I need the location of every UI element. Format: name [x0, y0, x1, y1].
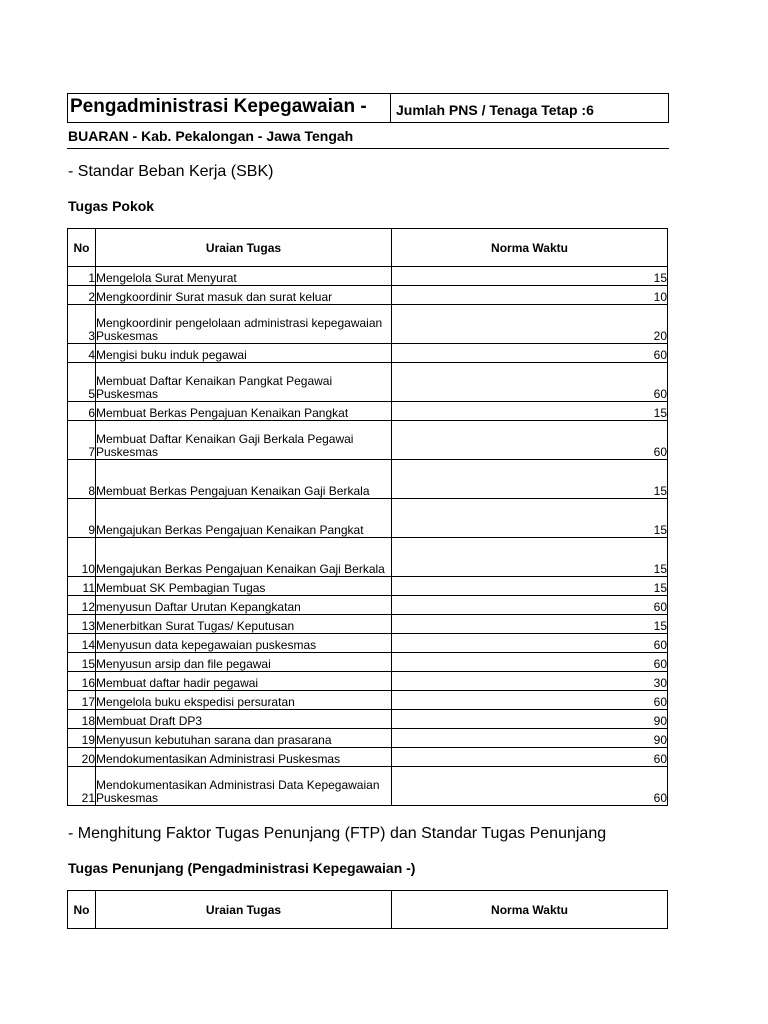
task-description: Mengisi buku induk pegawai	[96, 344, 392, 363]
task-norm-time: 60	[392, 748, 668, 767]
task-description: Mengkoordinir Surat masuk dan surat keluar	[96, 286, 392, 305]
task-number: 14	[68, 634, 96, 653]
task-description: Membuat Berkas Pengajuan Kenaikan Pangkat	[96, 402, 392, 421]
task-number: 3	[68, 305, 96, 344]
task-norm-time: 60	[392, 653, 668, 672]
table-row	[68, 767, 668, 806]
task-number: 12	[68, 596, 96, 615]
task-norm-time: 20	[392, 305, 668, 344]
table-row	[68, 499, 668, 538]
task-number: 11	[68, 577, 96, 596]
task-description: Menyusun data kepegawaian puskesmas	[96, 634, 392, 653]
task-norm-time: 15	[392, 402, 668, 421]
task-norm-time: 60	[392, 634, 668, 653]
header-no: No	[68, 891, 96, 929]
task-number: 6	[68, 402, 96, 421]
task-norm-time: 15	[392, 577, 668, 596]
task-number: 8	[68, 460, 96, 499]
table-row	[68, 634, 668, 653]
table-row	[68, 460, 668, 499]
table-row	[68, 615, 668, 634]
tugas-penunjang-label: Tugas Penunjang (Pengadministrasi Kepegawaian -)	[68, 860, 416, 876]
table-row	[68, 691, 668, 710]
task-norm-time: 90	[392, 729, 668, 748]
header-task: Uraian Tugas	[96, 891, 392, 929]
table-row	[68, 402, 668, 421]
pns-count-label: Jumlah PNS / Tenaga Tetap :6	[396, 102, 594, 118]
task-norm-time: 15	[392, 499, 668, 538]
task-number: 19	[68, 729, 96, 748]
section-title-ftp: - Menghitung Faktor Tugas Penunjang (FTP) dan Standar Tugas Penunjang	[68, 825, 607, 842]
task-description: Mengajukan Berkas Pengajuan Kenaikan Gaji Berkala	[96, 538, 392, 577]
table-row	[68, 344, 668, 363]
section-title-sbk: - Standar Beban Kerja (SBK)	[68, 163, 274, 180]
location-underline	[67, 148, 669, 149]
table-row	[68, 748, 668, 767]
task-norm-time: 10	[392, 286, 668, 305]
task-description: Membuat Draft DP3	[96, 710, 392, 729]
task-number: 20	[68, 748, 96, 767]
task-description: Mengajukan Berkas Pengajuan Kenaikan Pangkat	[96, 499, 392, 538]
task-number: 18	[68, 710, 96, 729]
task-description: Mengkoordinir pengelolaan administrasi kepegawaian Puskesmas	[96, 305, 392, 344]
task-norm-time: 30	[392, 672, 668, 691]
task-description: Membuat Daftar Kenaikan Gaji Berkala Pegawai Puskesmas	[96, 421, 392, 460]
task-norm-time: 60	[392, 596, 668, 615]
task-number: 7	[68, 421, 96, 460]
table-row	[68, 421, 668, 460]
task-number: 5	[68, 363, 96, 402]
task-norm-time: 60	[392, 421, 668, 460]
header-norm: Norma Waktu	[392, 891, 668, 929]
task-description: Mendokumentasikan Administrasi Puskesmas	[96, 748, 392, 767]
task-description: Mendokumentasikan Administrasi Data Kepegawaian Puskesmas	[96, 767, 392, 806]
task-description: Membuat Berkas Pengajuan Kenaikan Gaji Berkala	[96, 460, 392, 499]
header-task: Uraian Tugas	[96, 229, 392, 267]
header-no: No	[68, 229, 96, 267]
table-row	[68, 653, 668, 672]
task-norm-time: 15	[392, 267, 668, 286]
header-divider	[390, 93, 391, 123]
task-norm-time: 15	[392, 460, 668, 499]
task-norm-time: 60	[392, 767, 668, 806]
task-norm-time: 60	[392, 344, 668, 363]
page-title: Pengadministrasi Kepegawaian -	[70, 96, 367, 117]
task-number: 21	[68, 767, 96, 806]
table-row	[68, 305, 668, 344]
task-number: 10	[68, 538, 96, 577]
table-row	[68, 729, 668, 748]
task-description: Menyusun kebutuhan sarana dan prasarana	[96, 729, 392, 748]
task-number: 16	[68, 672, 96, 691]
tugas-pokok-label: Tugas Pokok	[68, 198, 155, 214]
task-description: Membuat Daftar Kenaikan Pangkat Pegawai Puskesmas	[96, 363, 392, 402]
table-row	[68, 596, 668, 615]
header-norm: Norma Waktu	[392, 229, 668, 267]
tugas-penunjang-table	[67, 890, 668, 929]
tugas-pokok-table	[67, 228, 668, 806]
task-norm-time: 15	[392, 538, 668, 577]
table-row	[68, 363, 668, 402]
table-row	[68, 710, 668, 729]
table-row	[68, 267, 668, 286]
task-number: 2	[68, 286, 96, 305]
task-number: 13	[68, 615, 96, 634]
task-number: 17	[68, 691, 96, 710]
table-row	[68, 672, 668, 691]
location-label: BUARAN - Kab. Pekalongan - Jawa Tengah	[68, 128, 354, 144]
task-norm-time: 90	[392, 710, 668, 729]
task-description: Mengelola buku ekspedisi persuratan	[96, 691, 392, 710]
table-row	[68, 577, 668, 596]
task-number: 4	[68, 344, 96, 363]
task-description: Mengelola Surat Menyurat	[96, 267, 392, 286]
task-description: Menyusun arsip dan file pegawai	[96, 653, 392, 672]
task-number: 1	[68, 267, 96, 286]
task-norm-time: 60	[392, 363, 668, 402]
task-norm-time: 60	[392, 691, 668, 710]
task-description: Menerbitkan Surat Tugas/ Keputusan	[96, 615, 392, 634]
table-row	[68, 538, 668, 577]
table-row	[68, 286, 668, 305]
task-number: 15	[68, 653, 96, 672]
task-number: 9	[68, 499, 96, 538]
task-description: Membuat daftar hadir pegawai	[96, 672, 392, 691]
task-description: menyusun Daftar Urutan Kepangkatan	[96, 596, 392, 615]
header-box	[67, 93, 669, 123]
task-norm-time: 15	[392, 615, 668, 634]
task-table-body	[68, 267, 668, 806]
task-description: Membuat SK Pembagian Tugas	[96, 577, 392, 596]
